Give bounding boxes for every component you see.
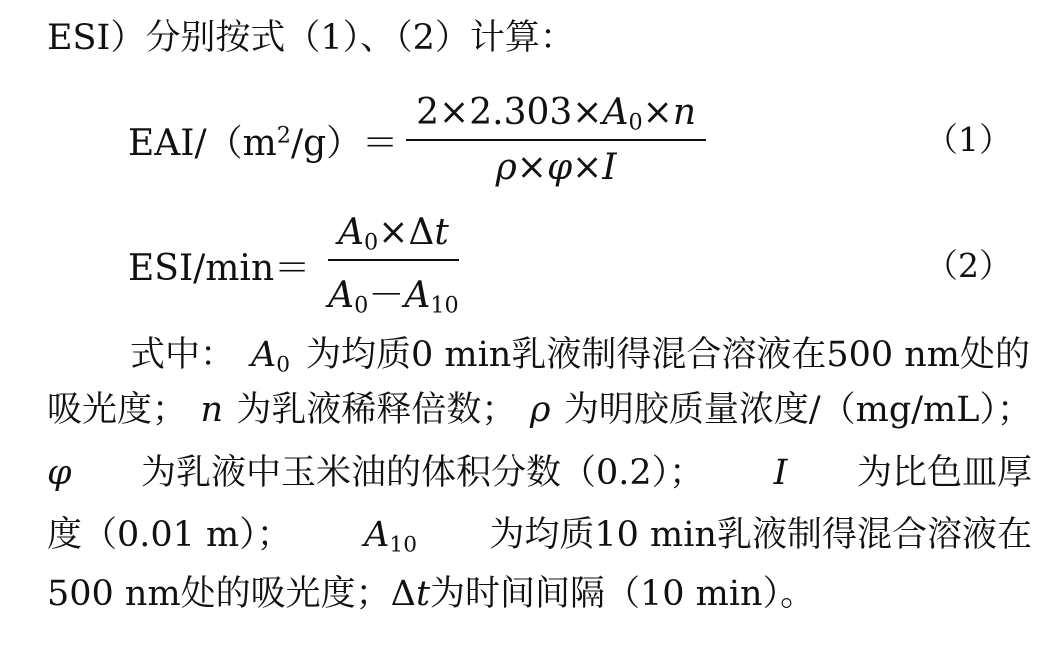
eq2-fraction [318,212,469,318]
eq2-denominator: $A_0-A_{10}$ [328,275,459,319]
eq1-lhs: EAI/$(m^2/g)=$ [128,122,399,164]
intro-text: ESI）分别按式（1）、（2）计算： [47,18,575,58]
eq1-numerator: $2\times 2.303\times A_0\times n$ [406,92,706,141]
para-line-2: 吸光度； n 为乳液稀释倍数； ρ 为明胶质量浓度/（mg/mL）； [47,390,1032,430]
para-line-4: 度（0.01 m）； $A_{10}$ 为均质10 min乳液制得混合溶液在 [47,515,1032,558]
eq1-fraction [406,92,706,188]
para-line-5: 500 nm处的吸光度；Δt为时间间隔（10 min）。 [47,574,816,614]
eq2-lhs: ESI/min＝ [128,247,311,289]
intro-line [47,16,1032,60]
equation-1 [128,92,706,188]
eq2-number: （2） [925,246,1012,285]
para-line-1: 式中： $A_0$ 为均质0 min乳液制得混合溶液在500 nm处的 [130,335,1030,378]
eq2-numerator: $A_0\times\Delta t$ [328,212,459,261]
para-line-3: φ 为乳液中玉米油的体积分数（0.2）； I 为比色皿厚 [47,453,1032,493]
eq1-denominator: ρ×φ×I [495,147,617,188]
eq1-number: （1） [925,120,1012,159]
equation-2 [128,212,469,318]
